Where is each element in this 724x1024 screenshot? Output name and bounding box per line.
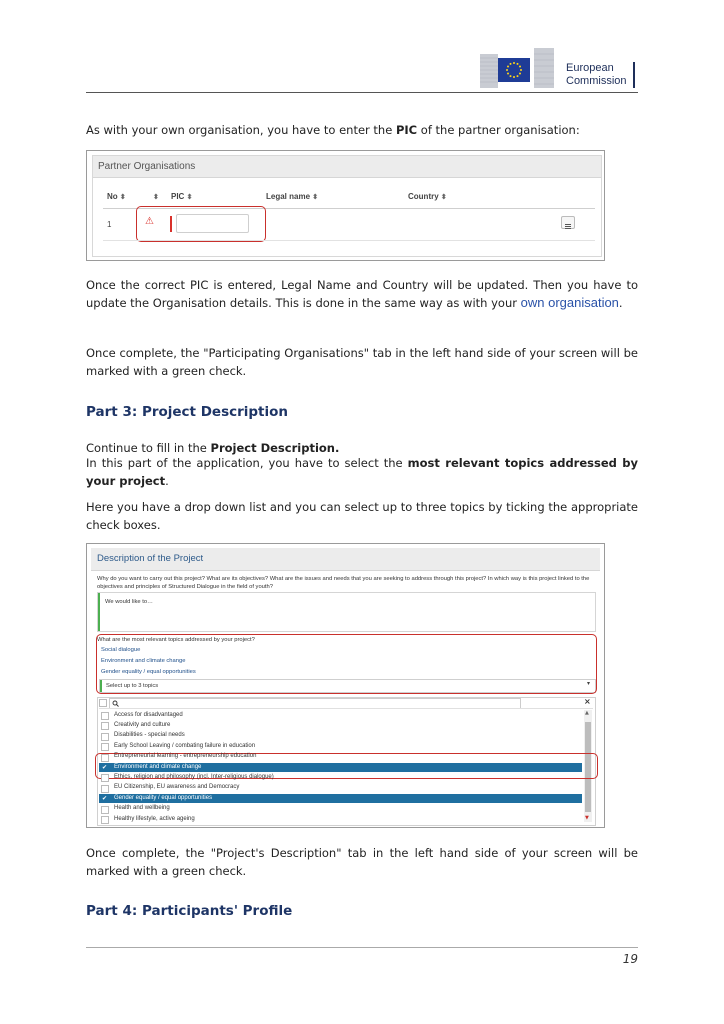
valid-marker <box>98 593 100 631</box>
question-topics: What are the most relevant topics addressed by your project? <box>97 637 255 643</box>
pic-update-text: Once the correct PIC is entered, Legal Name and Country will be updated. Then you have to update the Organisation details. This is done in the same way as with your <box>86 278 638 310</box>
dropdown-divider <box>99 708 593 709</box>
column-country[interactable]: Country ⬍ <box>408 192 447 201</box>
topics-text-end: . <box>165 474 169 488</box>
topic-option-selected[interactable] <box>99 794 582 803</box>
topic-option[interactable]: Access for disadvantaged <box>114 711 183 718</box>
intro-text-end: of the partner organisation: <box>417 123 580 137</box>
topic-option[interactable]: EU Citizenship, EU awareness and Democracy <box>114 784 240 791</box>
topics-select-placeholder: Select up to 3 topics <box>106 683 159 689</box>
select-all-checkbox[interactable] <box>99 699 107 707</box>
topic-checkbox[interactable] <box>101 816 109 824</box>
table-row-divider <box>103 240 595 241</box>
part-4-heading: Part 4: Participants' Profile <box>86 903 293 919</box>
topics-keyword: most relevant topics addressed by your project <box>86 456 638 488</box>
topic-option-selected[interactable] <box>99 763 582 772</box>
part-3-heading: Part 3: Project Description <box>86 404 289 420</box>
eu-flag-icon <box>498 58 530 82</box>
row-number: 1 <box>107 220 112 229</box>
topic-option[interactable]: Health and wellbeing <box>114 805 170 812</box>
topic-checkbox[interactable] <box>101 733 109 741</box>
description-complete-paragraph: Once complete, the "Project's Description" tab in the left hand side of your screen will be marked with a green check. <box>86 846 638 878</box>
footer-rule <box>86 947 638 948</box>
warning-icon: ⚠ <box>145 216 154 227</box>
chevron-down-icon: ▾ <box>587 680 591 687</box>
menu-icon <box>562 221 574 232</box>
sort-icon: ⬍ <box>186 194 193 201</box>
sort-icon: ⬍ <box>153 194 159 201</box>
form-title: Description of the Project <box>97 553 204 564</box>
logo-line-2: Commission <box>566 75 627 87</box>
topic-checkbox[interactable] <box>101 722 109 730</box>
topics-text: In this part of the application, you have to select the <box>86 456 408 470</box>
highlight-box <box>96 634 597 694</box>
topic-checkbox[interactable] <box>101 712 109 720</box>
topic-option[interactable]: Early School Leaving / combating failure in education <box>114 742 256 749</box>
topic-checkbox[interactable] <box>101 806 109 814</box>
own-organisation-link[interactable]: own organisation <box>520 295 619 310</box>
highlight-box <box>136 206 266 242</box>
topic-option[interactable]: Disabilities - special needs <box>114 732 185 739</box>
logo-divider <box>633 62 635 88</box>
column-status-sort[interactable] <box>153 192 159 201</box>
project-description-screenshot <box>86 543 605 828</box>
column-legal-name[interactable]: Legal name ⬍ <box>266 192 319 201</box>
intro-text: As with your own organisation, you have to enter the <box>86 123 396 137</box>
header-rule <box>86 92 638 93</box>
logo-line-1: European <box>566 62 614 74</box>
participating-complete-paragraph: Once complete, the "Participating Organisations" tab in the left hand side of your screen will be marked with a green check. <box>86 346 638 378</box>
search-icon <box>112 700 119 707</box>
dropdown-paragraph: Here you have a drop down list and you can select up to three topics by ticking the appropriate check boxes. <box>86 500 638 532</box>
check-icon: ✔ <box>102 764 108 771</box>
project-description-keyword: Project Description. <box>210 441 340 455</box>
topic-option[interactable]: Ethics, religion and philosophy (incl. Inter-religious dialogue) <box>114 773 274 780</box>
column-no[interactable]: No ⬍ <box>107 192 126 201</box>
topic-option[interactable]: Healthy lifestyle, active ageing <box>114 815 195 822</box>
pic-update-end: . <box>618 296 623 310</box>
topic-checkbox[interactable] <box>101 785 109 793</box>
objectives-answer: We would like to… <box>105 599 153 605</box>
row-menu-button[interactable] <box>561 216 575 229</box>
scroll-up-icon[interactable]: ▲ <box>585 710 589 716</box>
topic-option-label: Environment and climate change <box>114 763 202 770</box>
selected-topic[interactable]: Social dialogue <box>101 647 141 653</box>
column-pic[interactable]: PIC ⬍ <box>171 192 193 201</box>
pic-update-paragraph <box>86 276 638 312</box>
check-icon: ✔ <box>102 795 108 802</box>
panel-title: Partner Organisations <box>93 156 601 178</box>
partner-organisations-panel <box>92 155 602 257</box>
topic-option[interactable]: Entrepreneurial learning - entrepreneurship education <box>114 753 257 760</box>
topic-checkbox[interactable] <box>101 754 109 762</box>
close-icon[interactable]: × <box>584 697 591 706</box>
sort-icon: ⬍ <box>440 194 447 201</box>
continue-text: Continue to fill in the <box>86 441 211 455</box>
question-objectives: Why do you want to carry out this project? What are its objectives? What are the issues and needs that you are seeking to address through this project? In which way is this project linked to the objectives and principles of Structured Dialogue in the field of youth? <box>97 576 590 590</box>
pic-keyword: PIC <box>395 123 418 137</box>
topic-checkbox[interactable] <box>101 743 109 751</box>
logo-text <box>566 62 627 88</box>
topics-paragraph <box>86 454 638 490</box>
sort-icon: ⬍ <box>119 194 126 201</box>
page-number: 19 <box>622 952 638 966</box>
topic-checkbox[interactable] <box>101 774 109 782</box>
sort-icon: ⬍ <box>312 194 319 201</box>
selected-topic[interactable]: Gender equality / equal opportunities <box>101 669 196 675</box>
topic-option[interactable]: Creativity and culture <box>114 721 171 728</box>
topic-option-label: Gender equality / equal opportunities <box>114 794 213 801</box>
scroll-down-icon[interactable]: ▼ <box>585 815 589 821</box>
objectives-textarea[interactable] <box>97 592 596 632</box>
intro-paragraph <box>86 121 638 139</box>
partner-organisations-screenshot <box>86 150 605 261</box>
selected-topic[interactable]: Environment and climate change <box>101 658 186 664</box>
